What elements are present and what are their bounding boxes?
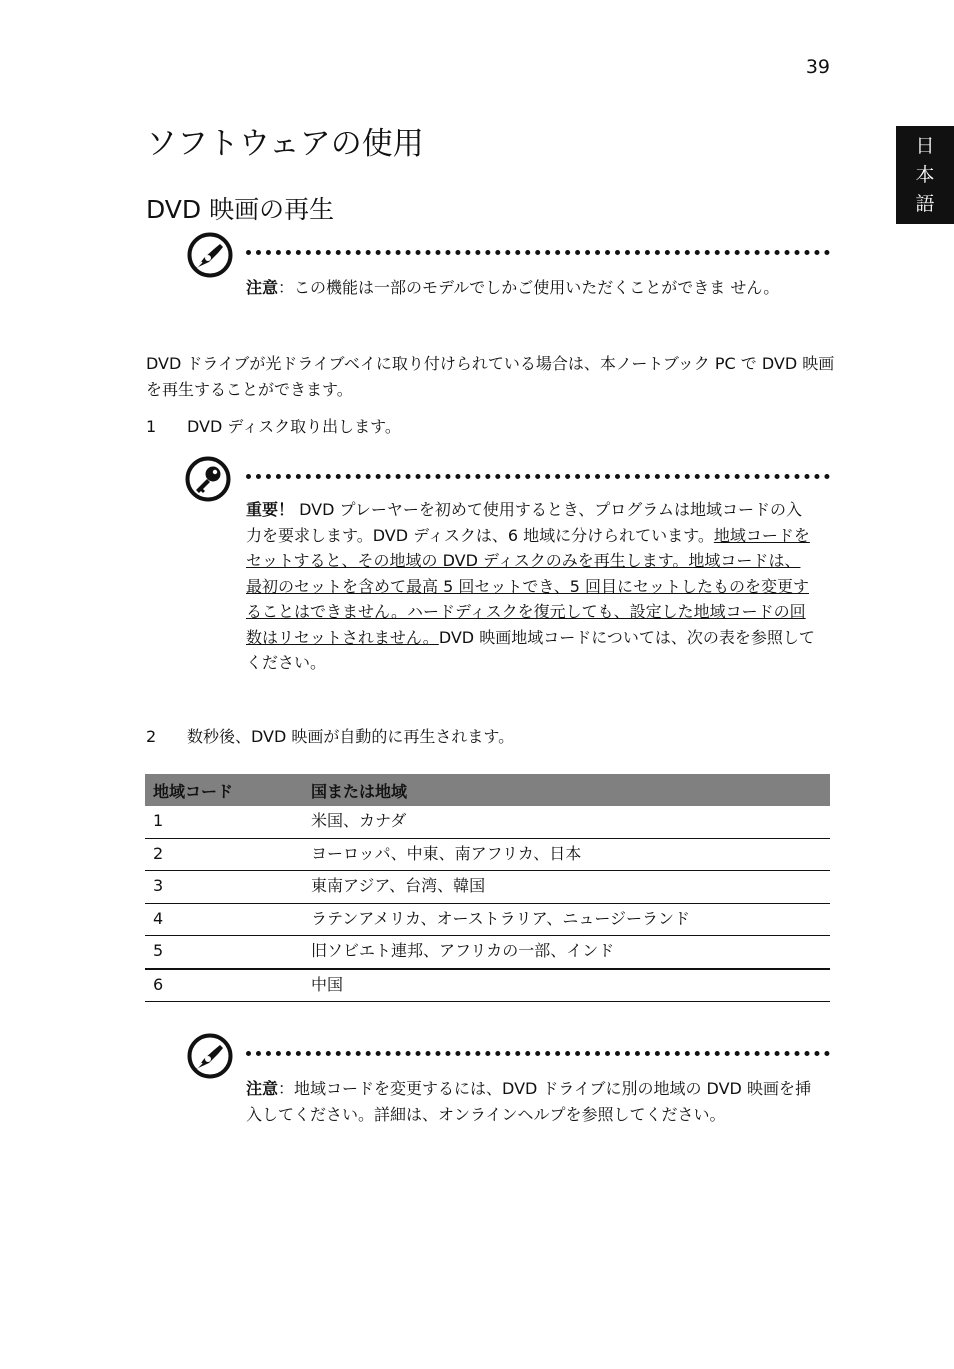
header-country: 国または地域 [293, 774, 830, 806]
important-divider [246, 474, 830, 479]
region-code-table [145, 774, 830, 1002]
table-row [145, 871, 830, 904]
region-code-cell: 1 [145, 806, 293, 838]
note-body: この機能は一部のモデルでしかご使用いただくことができま せん。 [294, 278, 780, 297]
region-code-cell: 3 [145, 871, 293, 904]
table-row [145, 838, 830, 871]
language-tab [896, 126, 954, 224]
step-1 [146, 414, 746, 439]
key-icon [185, 456, 231, 502]
note-separator: ： [278, 278, 295, 297]
country-cell: 中国 [293, 969, 830, 1002]
table-row [145, 903, 830, 936]
language-tab-char: 日 [915, 135, 935, 157]
country-cell: ヨーロッパ、中東、南アフリカ、日本 [293, 838, 830, 871]
important-label: 重要！ [246, 500, 295, 519]
country-cell: 東南アジア、台湾、韓国 [293, 871, 830, 904]
table-row [145, 969, 830, 1002]
header-region-code: 地域コード [145, 774, 293, 806]
note-label: 注意 [246, 1079, 279, 1098]
step-number: 1 [146, 417, 157, 436]
table-header-row [145, 774, 830, 806]
note-label: 注意 [246, 278, 279, 297]
pen-note-icon [187, 232, 233, 278]
note-divider [246, 1051, 830, 1056]
table-row [145, 936, 830, 969]
country-cell: ラテンアメリカ、オーストラリア、ニュージーランド [293, 903, 830, 936]
important-body-end: DVD 映画地域コードについては、次の表を参照してください。 [246, 627, 815, 672]
page-title: ソフトウェアの使用 [146, 126, 424, 162]
region-code-cell: 5 [145, 936, 293, 969]
region-code-cell: 4 [145, 903, 293, 936]
step-text: DVD ディスク取り出します。 [187, 417, 401, 436]
important-body: DVD プレーヤーを初めて使用するとき、プログラムは地域コードの入力を要求します。DVD ディスクは、6 地域に分けられています。 [246, 500, 803, 545]
step-number: 2 [146, 727, 157, 746]
pen-note-icon [187, 1033, 233, 1079]
country-cell: 米国、カナダ [293, 806, 830, 838]
important-text [246, 497, 816, 676]
region-code-cell: 2 [145, 838, 293, 871]
note-text [246, 1076, 816, 1127]
note-text [246, 275, 816, 301]
language-tab-char: 本 [915, 164, 935, 186]
section-heading: DVD 映画の再生 [146, 195, 335, 224]
region-code-cell: 6 [145, 969, 293, 1002]
intro-paragraph: DVD ドライブが光ドライブベイに取り付けられている場合は、本ノートブック PC で DVD 映画を再生することができます。 [146, 354, 835, 399]
table-row [145, 806, 830, 838]
important-underlined: 地域コードをセットすると、その地域の DVD ディスクのみを再生します。地域コードは、最初のセットを含めて最高 5 回セットでき、5 回目にセットしたものを変更することはできません。ハードディスクを復元しても、設定した地域コードの回数はリセットされません。 [246, 525, 810, 647]
note-separator: ： [278, 1079, 295, 1098]
step-2 [146, 724, 746, 749]
country-cell: 旧ソビエト連邦、アフリカの一部、インド [293, 936, 830, 969]
language-tab-char: 語 [915, 193, 935, 215]
note-body: 地域コードを変更するには、DVD ドライブに別の地域の DVD 映画を挿入してください。詳細は、オンラインヘルプを参照してください。 [246, 1079, 811, 1124]
step-text: 数秒後、DVD 映画が自動的に再生されます。 [187, 727, 515, 746]
note-divider [246, 250, 830, 255]
page-number: 39 [805, 56, 830, 78]
